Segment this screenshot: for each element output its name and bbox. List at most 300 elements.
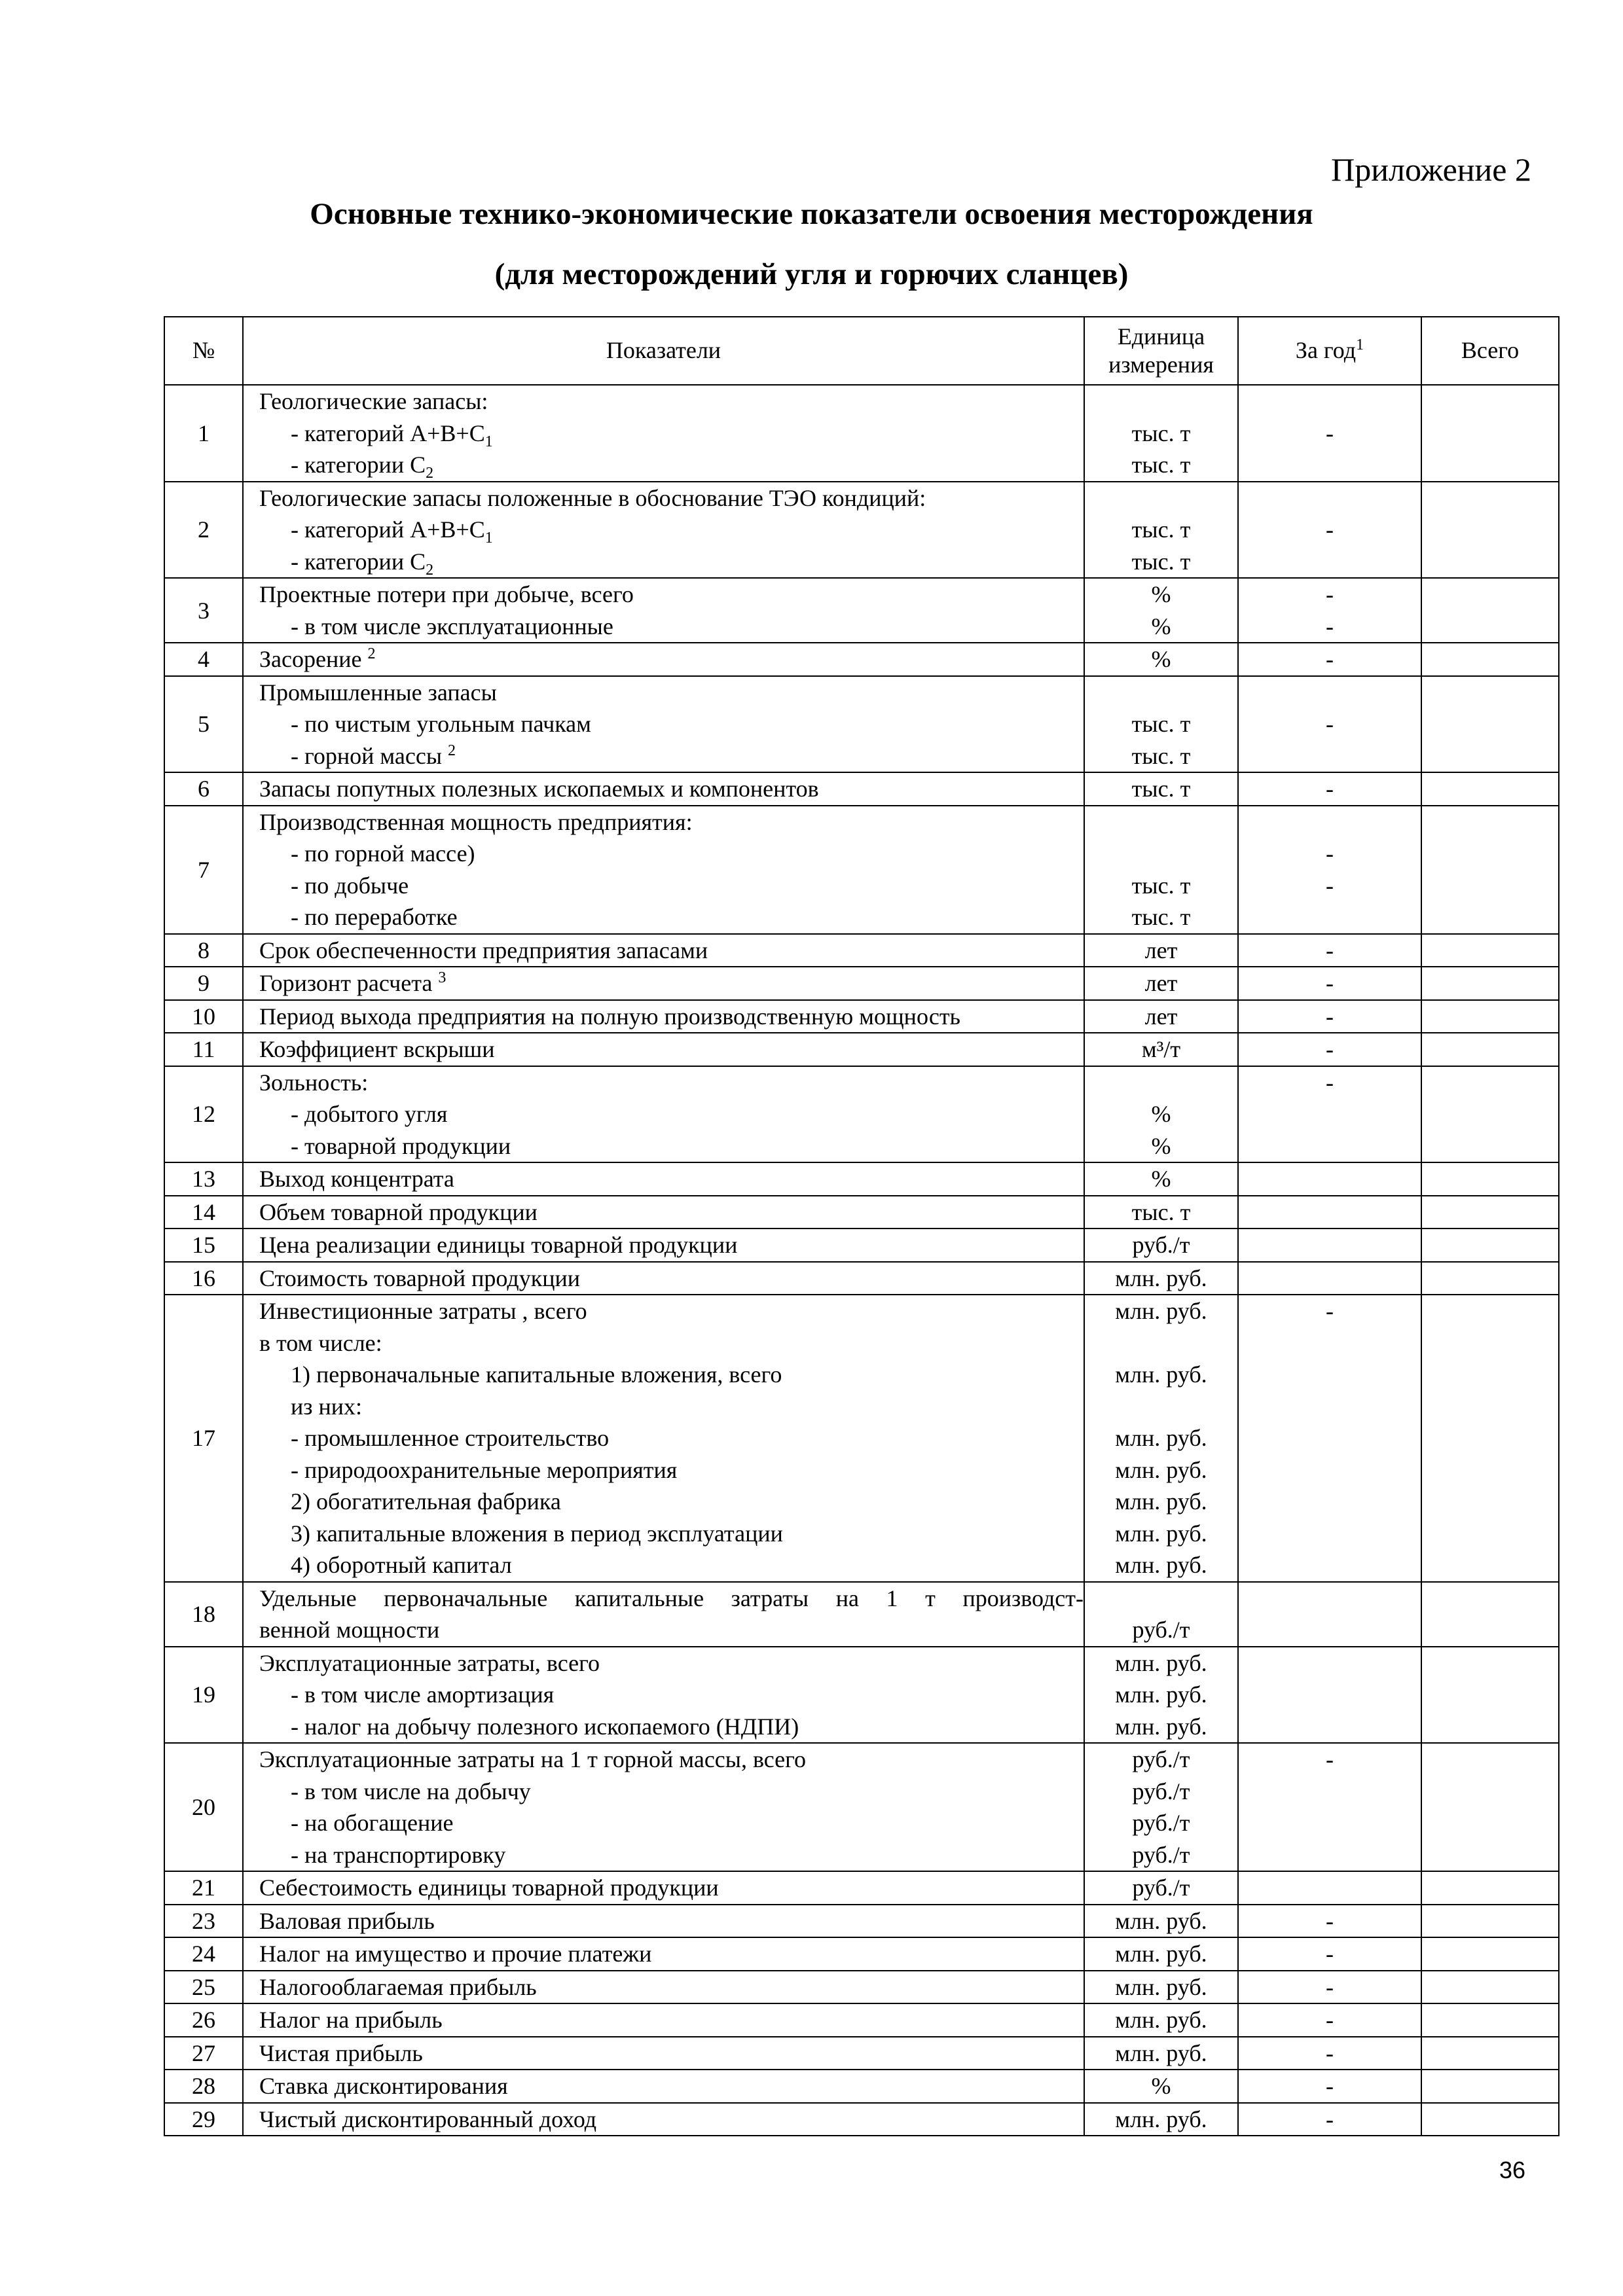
row-number: 24 — [164, 1937, 243, 1971]
per-year-value: - — [1326, 2007, 1334, 2033]
indicator-cell — [243, 934, 1084, 967]
table-row — [164, 1196, 1559, 1229]
indicator-line — [259, 1422, 1084, 1454]
indicator-text: Промышленные запасы — [259, 679, 497, 706]
indicator-line — [259, 482, 1084, 514]
indicator-line — [259, 1905, 1084, 1937]
row-number: 18 — [164, 1582, 243, 1647]
row-number: 3 — [164, 578, 243, 643]
per-year-value — [1239, 1130, 1421, 1162]
per-year-value — [1239, 1422, 1421, 1454]
indicator-text: - товарной продукции — [291, 1132, 511, 1159]
unit-cell — [1084, 1033, 1238, 1066]
per-year-cell — [1238, 1871, 1421, 1905]
unit-cell — [1084, 578, 1238, 643]
per-year-cell — [1238, 1937, 1421, 1971]
unit-cell — [1084, 1196, 1238, 1229]
indicator-line — [259, 1327, 1084, 1359]
table-row — [164, 1066, 1559, 1163]
indicator-line — [259, 1033, 1084, 1066]
indicator-line — [259, 1711, 1084, 1743]
indicator-line — [259, 967, 1084, 999]
per-year-cell — [1238, 1196, 1421, 1229]
per-year-value: - — [1326, 1036, 1334, 1062]
indicator-text: Зольность: — [259, 1069, 369, 1096]
table-row — [164, 1295, 1559, 1582]
table-row — [164, 2103, 1559, 2136]
indicator-text: Налог на прибыль — [259, 2007, 443, 2033]
per-year-value: - — [1326, 2039, 1334, 2066]
unit-cell — [1084, 1743, 1238, 1871]
per-year-value: - — [1326, 776, 1334, 802]
total-cell — [1421, 934, 1559, 967]
indicator-line — [259, 1067, 1084, 1099]
indicator-text: Стоимость товарной продукции — [259, 1265, 580, 1291]
per-year-value — [1239, 1711, 1421, 1743]
indicator-subscript: 2 — [426, 561, 434, 577]
indicator-cell — [243, 1647, 1084, 1744]
unit-value: млн. руб. — [1115, 2007, 1207, 2033]
per-year-value: - — [1326, 1941, 1334, 1967]
per-year-value — [1239, 482, 1421, 514]
indicator-cell — [243, 578, 1084, 643]
total-cell — [1421, 1196, 1559, 1229]
indicator-text: - категорий А+В+С — [291, 516, 485, 543]
indicator-text: - промышленное строительство — [291, 1425, 610, 1451]
total-cell — [1421, 1871, 1559, 1905]
unit-value: лет — [1144, 937, 1178, 963]
unit-value: руб./т — [1132, 1810, 1190, 1836]
total-cell — [1421, 772, 1559, 806]
unit-value: млн. руб. — [1115, 1941, 1207, 1967]
indicator-text: - на обогащение — [291, 1810, 454, 1836]
indicator-line — [259, 2104, 1084, 2136]
indicator-text: в том числе: — [259, 1329, 382, 1356]
indicator-text: 3) капитальные вложения в период эксплуатации — [291, 1520, 783, 1547]
per-year-value: - — [1326, 2073, 1334, 2099]
per-year-value: - — [1326, 646, 1334, 672]
row-number: 4 — [164, 643, 243, 676]
indicator-text: 4) оборотный капитал — [291, 1552, 512, 1578]
indicator-footnote-mark: 2 — [448, 742, 456, 759]
per-year-value — [1239, 1196, 1421, 1229]
indicator-text: - по добыче — [291, 872, 409, 899]
total-cell — [1421, 1582, 1559, 1647]
indicator-footnote-mark: 2 — [367, 645, 376, 662]
indicator-text: Период выхода предприятия на полную производственную мощность — [259, 1003, 960, 1030]
unit-value — [1085, 1327, 1237, 1359]
unit-cell — [1084, 385, 1238, 482]
per-year-value — [1239, 1614, 1421, 1646]
per-year-value — [1239, 1549, 1421, 1581]
header-unit-line1: Единица — [1117, 323, 1205, 350]
unit-value — [1085, 838, 1237, 870]
row-number: 8 — [164, 934, 243, 967]
indicator-footnote-mark: 3 — [438, 969, 447, 986]
unit-value: тыс. т — [1131, 1198, 1191, 1225]
unit-value: тыс. т — [1131, 711, 1191, 737]
table-body — [164, 385, 1559, 2136]
indicator-line — [259, 1391, 1084, 1423]
indicator-text: - в том числе амортизация — [291, 1681, 555, 1708]
unit-value: млн. руб. — [1115, 1488, 1207, 1515]
per-year-value: - — [1326, 516, 1334, 543]
table-row — [164, 934, 1559, 967]
table-row — [164, 2003, 1559, 2037]
indicator-line — [259, 1295, 1084, 1327]
indicator-text: Засорение — [259, 646, 368, 672]
row-number: 12 — [164, 1066, 243, 1163]
unit-value: % — [1151, 646, 1171, 672]
unit-value — [1085, 677, 1237, 709]
indicator-text: - категории С — [291, 452, 426, 478]
unit-value: млн. руб. — [1115, 1456, 1207, 1483]
indicator-text: - по горной массе) — [291, 840, 475, 867]
per-year-value: - — [1326, 420, 1334, 446]
indicator-line — [259, 386, 1084, 418]
per-year-value: - — [1326, 711, 1334, 737]
indicator-line — [259, 1263, 1084, 1295]
header-per-year-label: За год — [1295, 337, 1357, 364]
unit-value: млн. руб. — [1115, 1907, 1207, 1934]
row-number: 5 — [164, 676, 243, 773]
indicator-text: - добытого угля — [291, 1101, 448, 1127]
indicator-text: Чистый дисконтированный доход — [259, 2106, 597, 2132]
unit-value: % — [1151, 1166, 1171, 1192]
indicator-text: Чистая прибыль — [259, 2039, 423, 2066]
header-indicator: Показатели — [243, 317, 1084, 385]
per-year-value — [1239, 806, 1421, 838]
per-year-value: - — [1326, 1973, 1334, 2000]
indicator-cell — [243, 1262, 1084, 1295]
total-cell — [1421, 1000, 1559, 1033]
table-row — [164, 676, 1559, 773]
per-year-value — [1239, 1807, 1421, 1839]
header-total: Всего — [1421, 317, 1559, 385]
per-year-cell — [1238, 676, 1421, 773]
unit-value: млн. руб. — [1115, 1713, 1207, 1740]
table-row — [164, 2070, 1559, 2103]
total-cell — [1421, 385, 1559, 482]
indicator-line — [259, 1130, 1084, 1162]
indicator-line — [259, 773, 1084, 805]
indicator-line — [259, 418, 1084, 450]
unit-cell — [1084, 1262, 1238, 1295]
indicator-text: Запасы попутных полезных ископаемых и компонентов — [259, 776, 819, 802]
table-row — [164, 643, 1559, 676]
unit-cell — [1084, 1000, 1238, 1033]
indicator-line — [259, 1163, 1084, 1195]
row-number: 29 — [164, 2103, 243, 2136]
unit-value: млн. руб. — [1115, 1681, 1207, 1708]
indicator-line — [259, 901, 1084, 933]
indicator-line — [259, 838, 1084, 870]
per-year-value — [1239, 1263, 1421, 1295]
unit-value: тыс. т — [1131, 742, 1191, 769]
indicator-cell — [243, 1162, 1084, 1196]
indicator-line — [259, 677, 1084, 709]
per-year-value — [1239, 449, 1421, 481]
per-year-value — [1239, 1327, 1421, 1359]
indicator-cell — [243, 1295, 1084, 1582]
per-year-value — [1239, 677, 1421, 709]
table-row — [164, 1582, 1559, 1647]
indicator-line — [259, 1454, 1084, 1486]
unit-cell — [1084, 806, 1238, 934]
unit-value: млн. руб. — [1115, 1361, 1207, 1388]
total-cell — [1421, 806, 1559, 934]
indicator-text: - на транспортировку — [291, 1841, 506, 1868]
unit-value: % — [1151, 2073, 1171, 2099]
row-number: 21 — [164, 1871, 243, 1905]
table-row — [164, 1871, 1559, 1905]
table-row — [164, 1937, 1559, 1971]
per-year-value — [1239, 1454, 1421, 1486]
per-year-cell — [1238, 385, 1421, 482]
per-year-cell — [1238, 1162, 1421, 1196]
indicator-text: - горной массы — [291, 742, 448, 769]
indicator-line — [259, 2004, 1084, 2036]
unit-cell — [1084, 1582, 1238, 1647]
row-number: 11 — [164, 1033, 243, 1066]
per-year-value: - — [1326, 872, 1334, 899]
indicator-text: - в том числе на добычу — [291, 1778, 531, 1804]
indicator-line — [259, 514, 1084, 546]
per-year-value — [1239, 1647, 1421, 1679]
table-header — [164, 317, 1559, 385]
unit-value: тыс. т — [1131, 872, 1191, 899]
unit-cell — [1084, 1937, 1238, 1971]
table-row — [164, 1000, 1559, 1033]
unit-cell — [1084, 1905, 1238, 1938]
row-number: 2 — [164, 482, 243, 579]
per-year-cell — [1238, 1262, 1421, 1295]
unit-value: млн. руб. — [1115, 1425, 1207, 1451]
total-cell — [1421, 676, 1559, 773]
indicator-text: Выход концентрата — [259, 1166, 454, 1192]
indicator-line — [259, 1971, 1084, 2003]
indicator-line — [259, 643, 1084, 675]
indicator-text: Эксплуатационные затраты на 1 т горной массы, всего — [259, 1746, 807, 1772]
unit-value: руб./т — [1132, 1874, 1190, 1901]
table-row — [164, 806, 1559, 934]
unit-value: лет — [1144, 970, 1178, 996]
indicator-text: Валовая прибыль — [259, 1907, 435, 1934]
unit-cell — [1084, 1295, 1238, 1582]
header-unit-line2: измерения — [1108, 351, 1214, 378]
indicator-cell — [243, 1905, 1084, 1938]
indicator-line — [259, 1614, 1084, 1646]
per-year-value — [1239, 740, 1421, 772]
unit-value: тыс. т — [1131, 776, 1191, 802]
unit-cell — [1084, 676, 1238, 773]
indicator-line — [259, 2070, 1084, 2102]
unit-cell — [1084, 482, 1238, 579]
per-year-cell — [1238, 2103, 1421, 2136]
per-year-cell — [1238, 934, 1421, 967]
indicator-text: Ставка дисконтирования — [259, 2073, 508, 2099]
per-year-cell — [1238, 1000, 1421, 1033]
unit-value — [1085, 1067, 1237, 1099]
table-row — [164, 1162, 1559, 1196]
indicator-cell — [243, 772, 1084, 806]
indicator-cell — [243, 1582, 1084, 1647]
indicator-text: 2) обогатительная фабрика — [291, 1488, 561, 1515]
indicator-text: Производственная мощность предприятия: — [259, 808, 693, 835]
indicator-text: Себестоимость единицы товарной продукции — [259, 1874, 719, 1901]
row-number: 1 — [164, 385, 243, 482]
indicator-subscript: 1 — [484, 529, 493, 546]
unit-cell — [1084, 1871, 1238, 1905]
total-cell — [1421, 967, 1559, 1000]
indicators-table — [164, 316, 1559, 2136]
total-cell — [1421, 1937, 1559, 1971]
indicator-text: из них: — [291, 1393, 363, 1420]
total-cell — [1421, 1162, 1559, 1196]
indicator-cell — [243, 482, 1084, 579]
row-number: 15 — [164, 1229, 243, 1262]
per-year-cell — [1238, 772, 1421, 806]
total-cell — [1421, 2103, 1559, 2136]
total-cell — [1421, 1066, 1559, 1163]
per-year-value — [1239, 546, 1421, 578]
unit-value — [1085, 806, 1237, 838]
unit-cell — [1084, 1647, 1238, 1744]
total-cell — [1421, 1229, 1559, 1262]
row-number: 6 — [164, 772, 243, 806]
per-year-value — [1239, 1518, 1421, 1550]
unit-cell — [1084, 1229, 1238, 1262]
per-year-cell — [1238, 1066, 1421, 1163]
total-cell — [1421, 1262, 1559, 1295]
per-year-value: - — [1326, 1069, 1334, 1096]
unit-value: руб./т — [1132, 1778, 1190, 1804]
row-number: 25 — [164, 1971, 243, 2004]
unit-value: руб./т — [1132, 1841, 1190, 1868]
indicator-cell — [243, 1033, 1084, 1066]
unit-cell — [1084, 643, 1238, 676]
unit-value — [1085, 482, 1237, 514]
appendix-label: Приложение 2 — [1331, 151, 1531, 188]
per-year-cell — [1238, 1229, 1421, 1262]
unit-value: лет — [1144, 1003, 1178, 1030]
row-number: 26 — [164, 2003, 243, 2037]
row-number: 28 — [164, 2070, 243, 2103]
indicator-line — [259, 1549, 1084, 1581]
indicator-subscript: 2 — [426, 465, 434, 481]
row-number: 7 — [164, 806, 243, 934]
indicator-cell — [243, 2037, 1084, 2070]
indicator-text: Проектные потери при добыче, всего — [259, 581, 634, 607]
per-year-cell — [1238, 1295, 1421, 1582]
total-cell — [1421, 1033, 1559, 1066]
indicator-text: Налогооблагаемая прибыль — [259, 1973, 537, 2000]
unit-cell — [1084, 1971, 1238, 2004]
unit-value: млн. руб. — [1115, 1973, 1207, 2000]
indicator-line — [259, 2037, 1084, 2070]
indicator-text: - по чистым угольным пачкам — [291, 711, 591, 737]
table-row — [164, 2037, 1559, 2070]
indicator-text: Удельные первоначальные капитальные затраты на 1 т производст- — [259, 1585, 1084, 1611]
unit-value — [1085, 386, 1237, 418]
per-year-value: - — [1326, 1003, 1334, 1030]
header-per-year-footnote: 1 — [1356, 336, 1364, 354]
indicator-line — [259, 1518, 1084, 1550]
per-year-value: - — [1326, 1907, 1334, 1934]
per-year-value — [1239, 1391, 1421, 1423]
per-year-value: - — [1326, 1746, 1334, 1772]
total-cell — [1421, 2037, 1559, 2070]
indicator-text: Объем товарной продукции — [259, 1198, 538, 1225]
unit-cell — [1084, 967, 1238, 1000]
indicator-text: 1) первоначальные капитальные вложения, всего — [291, 1361, 782, 1388]
unit-cell — [1084, 2037, 1238, 2070]
indicator-line — [259, 1001, 1084, 1033]
indicator-line — [259, 1098, 1084, 1130]
header-num: № — [164, 317, 243, 385]
indicator-cell — [243, 1066, 1084, 1163]
indicator-text: Налог на имущество и прочие платежи — [259, 1941, 652, 1967]
indicator-text: Цена реализации единицы товарной продукции — [259, 1232, 738, 1258]
per-year-cell — [1238, 967, 1421, 1000]
per-year-cell — [1238, 1647, 1421, 1744]
unit-value: млн. руб. — [1115, 2106, 1207, 2132]
document-subtitle: (для месторождений угля и горючих сланцев) — [494, 257, 1129, 291]
indicator-cell — [243, 643, 1084, 676]
unit-value: млн. руб. — [1115, 1265, 1207, 1291]
indicator-line — [259, 1647, 1084, 1679]
per-year-value — [1239, 386, 1421, 418]
per-year-value: - — [1326, 613, 1334, 639]
total-cell — [1421, 1647, 1559, 1744]
indicator-cell — [243, 385, 1084, 482]
indicator-subscript: 1 — [484, 433, 493, 449]
table-row — [164, 385, 1559, 482]
table-row — [164, 578, 1559, 643]
unit-value: тыс. т — [1131, 516, 1191, 543]
indicator-cell — [243, 676, 1084, 773]
row-number: 9 — [164, 967, 243, 1000]
table-row — [164, 1971, 1559, 2004]
total-cell — [1421, 643, 1559, 676]
unit-cell — [1084, 2003, 1238, 2037]
unit-value: млн. руб. — [1115, 1552, 1207, 1578]
per-year-cell — [1238, 2070, 1421, 2103]
document-title: Основные технико-экономические показатели освоения месторождения — [310, 197, 1313, 231]
per-year-value — [1239, 1098, 1421, 1130]
per-year-cell — [1238, 643, 1421, 676]
indicator-line — [259, 579, 1084, 611]
per-year-cell — [1238, 2003, 1421, 2037]
table-row — [164, 967, 1559, 1000]
per-year-value: - — [1326, 1298, 1334, 1324]
total-cell — [1421, 1743, 1559, 1871]
per-year-cell — [1238, 2037, 1421, 2070]
unit-value: % — [1151, 1132, 1171, 1159]
row-number: 14 — [164, 1196, 243, 1229]
per-year-cell — [1238, 806, 1421, 934]
total-cell — [1421, 1971, 1559, 2004]
unit-cell — [1084, 2070, 1238, 2103]
indicator-line — [259, 611, 1084, 643]
indicator-text: - по переработке — [291, 904, 458, 930]
unit-value: тыс. т — [1131, 420, 1191, 446]
per-year-cell — [1238, 1743, 1421, 1871]
indicator-line — [259, 1359, 1084, 1391]
header-per-year — [1238, 317, 1421, 385]
indicator-text: - в том числе эксплуатационные — [291, 613, 613, 639]
indicator-cell — [243, 1971, 1084, 2004]
